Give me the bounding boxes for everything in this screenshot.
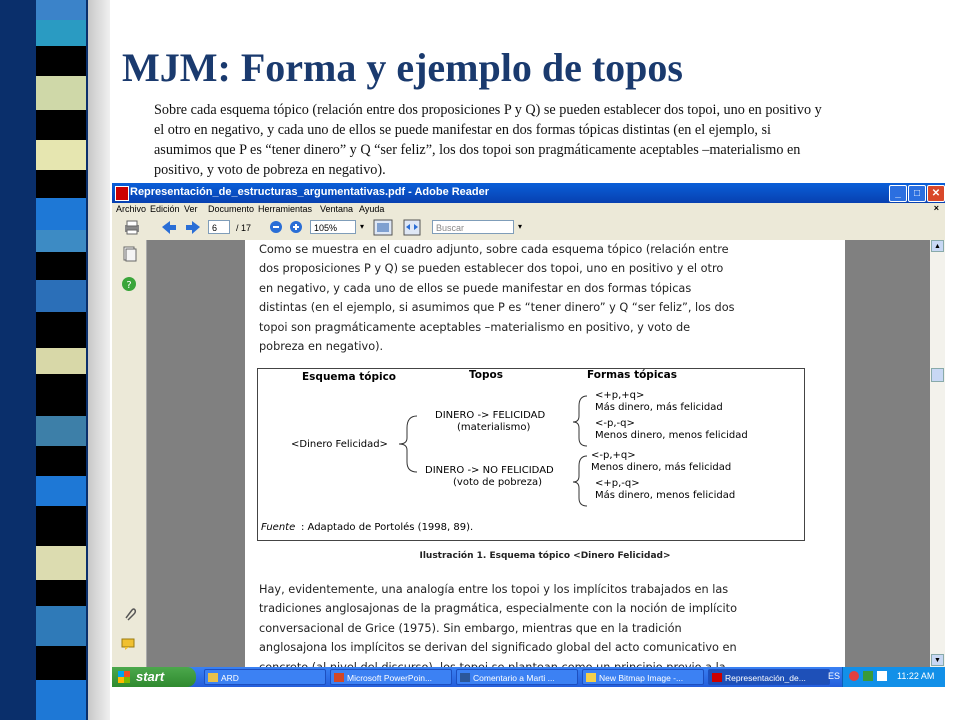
task-bitmap[interactable] <box>582 669 704 685</box>
maximize-button[interactable]: □ <box>908 185 926 202</box>
fit-page-icon[interactable] <box>372 219 394 236</box>
minimize-button[interactable]: _ <box>889 185 907 202</box>
attachment-icon[interactable] <box>121 606 137 622</box>
windows-logo-icon <box>118 671 130 683</box>
slide-body-line: positivo, y voto de pobreza en negativo). <box>154 162 386 178</box>
document-view[interactable] <box>147 240 930 667</box>
menu-ver[interactable]: Ver <box>184 204 198 214</box>
slide-title: MJM: Forma y ejemplo de topos <box>122 45 683 90</box>
language-indicator[interactable]: ES <box>828 671 841 681</box>
navigation-pane <box>112 240 147 667</box>
tray-icon-1[interactable] <box>849 671 859 681</box>
slide-body-line: el otro en negativo, y cada uno de ellos se puede manifestar en dos formas tópicas distintas (en el ejemplo, si <box>154 122 771 138</box>
menu-ayuda[interactable]: Ayuda <box>359 204 385 214</box>
topos-diagram <box>257 368 805 542</box>
powerpoint-icon <box>334 673 344 682</box>
start-label: start <box>136 669 165 684</box>
form-3-text: Menos dinero, más felicidad <box>591 462 732 473</box>
document-line: tradiciones anglosajonas de la pragmática, especialmente con la noción de implícito <box>259 602 738 616</box>
comments-icon[interactable] <box>121 636 137 652</box>
task-label: Comentario a Marti ... <box>473 673 555 683</box>
previous-page-icon[interactable] <box>160 219 178 236</box>
zoom-select[interactable]: 105% <box>310 220 356 234</box>
adobe-reader-icon <box>115 186 129 201</box>
form-1-text: Más dinero, más felicidad <box>595 402 723 413</box>
print-icon[interactable] <box>122 219 142 236</box>
scroll-down-button[interactable]: ▼ <box>931 654 944 666</box>
menu-herramientas[interactable]: Herramientas <box>258 204 313 214</box>
scroll-thumb[interactable] <box>931 368 944 382</box>
decorative-stripe <box>0 0 110 720</box>
pdf-page <box>245 240 845 680</box>
pages-icon[interactable] <box>121 246 137 262</box>
task-label: New Bitmap Image -... <box>599 673 684 683</box>
document-line: dos proposiciones P y Q) se pueden establecer dos topoi, uno en positivo y el otro <box>259 262 724 276</box>
zoom-in-icon[interactable] <box>288 219 304 236</box>
adobe-reader-window <box>112 183 945 687</box>
document-line: pobreza en negativo). <box>259 340 384 354</box>
task-adobe-reader[interactable] <box>708 669 830 685</box>
document-line: Hay, evidentemente, una analogía entre los topoi y los implícitos trabajados en las <box>259 583 729 596</box>
next-page-icon[interactable] <box>184 219 202 236</box>
taskbar <box>112 667 945 687</box>
document-paragraph-2 <box>259 580 815 677</box>
system-tray <box>842 667 945 687</box>
document-paragraph-1 <box>259 240 815 356</box>
form-2-text: Menos dinero, menos felicidad <box>595 430 748 441</box>
form-4-text: Más dinero, menos felicidad <box>595 490 736 501</box>
start-button[interactable] <box>112 667 196 687</box>
form-4-code: <+p,-q> <box>595 478 640 489</box>
task-label: ARD <box>221 673 239 683</box>
document-line: anglosajona los implícitos se derivan del significado global del acto comunicativo en <box>259 641 737 655</box>
slide-body-line: Sobre cada esquema tópico (relación entre dos proposiciones P y Q) se pueden establecer dos topoi, uno en positivo y <box>154 102 822 118</box>
clock[interactable]: 11:22 AM <box>897 671 935 681</box>
search-input[interactable]: Buscar <box>432 220 514 234</box>
slide-body-line: asumimos que P es “tener dinero” y Q “ser feliz”, los dos topoi son pragmáticamente aceptables –materialismo en <box>154 142 801 158</box>
diagram-frame <box>258 369 805 541</box>
col-forms-heading: Formas tópicas <box>587 369 677 381</box>
menu-bar <box>112 203 945 216</box>
menu-ventana[interactable]: Ventana <box>320 204 354 214</box>
task-comentario[interactable] <box>456 669 578 685</box>
close-document-icon[interactable]: × <box>933 203 939 213</box>
col-topos-heading: Topos <box>469 369 503 381</box>
toolbar <box>112 216 945 241</box>
window-title: Representación_de_estructuras_argumentativas.pdf - Adobe Reader <box>130 186 490 198</box>
task-label: Representación_de... <box>725 673 806 683</box>
tray-icon-3[interactable] <box>877 671 887 681</box>
adobe-reader-icon <box>712 673 722 682</box>
col-schema-heading: Esquema tópico <box>302 371 397 383</box>
zoom-out-icon[interactable] <box>268 219 284 236</box>
document-line: topoi son pragmáticamente aceptables –materialismo en positivo, y voto de <box>259 320 691 334</box>
fit-width-icon[interactable] <box>402 219 422 236</box>
window-titlebar[interactable] <box>112 183 945 203</box>
svg-text:?: ? <box>126 280 132 291</box>
word-icon <box>460 673 470 682</box>
source-label: Fuente <box>261 522 296 533</box>
page-total: / 17 <box>236 223 252 233</box>
topos-2-note: (voto de pobreza) <box>453 477 542 488</box>
task-label: Microsoft PowerPoin... <box>347 673 433 683</box>
folder-icon <box>208 673 218 682</box>
paint-icon <box>586 673 596 682</box>
vertical-scrollbar[interactable] <box>930 240 945 667</box>
task-powerpoint[interactable] <box>330 669 452 685</box>
source-text: : Adaptado de Portolés (1998, 89). <box>301 522 474 533</box>
zoom-dropdown-icon[interactable]: ▾ <box>360 222 365 231</box>
tray-icon-2[interactable] <box>863 671 873 681</box>
document-line: conversacional de Grice (1975). Sin embargo, mientras que en la tradición <box>259 621 682 635</box>
slide-body <box>154 100 924 180</box>
menu-archivo[interactable]: Archivo <box>116 204 147 214</box>
topos-2: DINERO -> NO FELICIDAD <box>425 465 554 476</box>
form-2-code: <-p,-q> <box>595 418 635 429</box>
menu-edicion[interactable]: Edición <box>150 204 180 214</box>
page-number-input[interactable]: 6 <box>208 220 230 234</box>
close-button[interactable]: ✕ <box>927 185 945 202</box>
task-ard[interactable] <box>204 669 326 685</box>
scroll-up-button[interactable]: ▲ <box>931 240 944 252</box>
menu-documento[interactable]: Documento <box>208 204 255 214</box>
help-icon[interactable] <box>121 276 137 292</box>
form-3-code: <-p,+q> <box>591 450 636 461</box>
form-1-code: <+p,+q> <box>595 390 645 401</box>
topos-1-note: (materialismo) <box>457 422 531 433</box>
document-line: en negativo, y cada uno de ellos se puede manifestar en dos formas tópicas <box>259 281 692 295</box>
schema-label: <Dinero Felicidad> <box>291 439 388 450</box>
document-line: distintas (en el ejemplo, si asumimos que P es “tener dinero” y Q “ser feliz”, los dos <box>259 301 735 315</box>
topos-1: DINERO -> FELICIDAD <box>435 410 546 421</box>
search-dropdown-icon[interactable]: ▾ <box>518 222 523 231</box>
document-line: Como se muestra en el cuadro adjunto, sobre cada esquema tópico (relación entre <box>259 243 729 256</box>
figure-caption: Ilustración 1. Esquema tópico <Dinero Felicidad> <box>419 551 671 561</box>
